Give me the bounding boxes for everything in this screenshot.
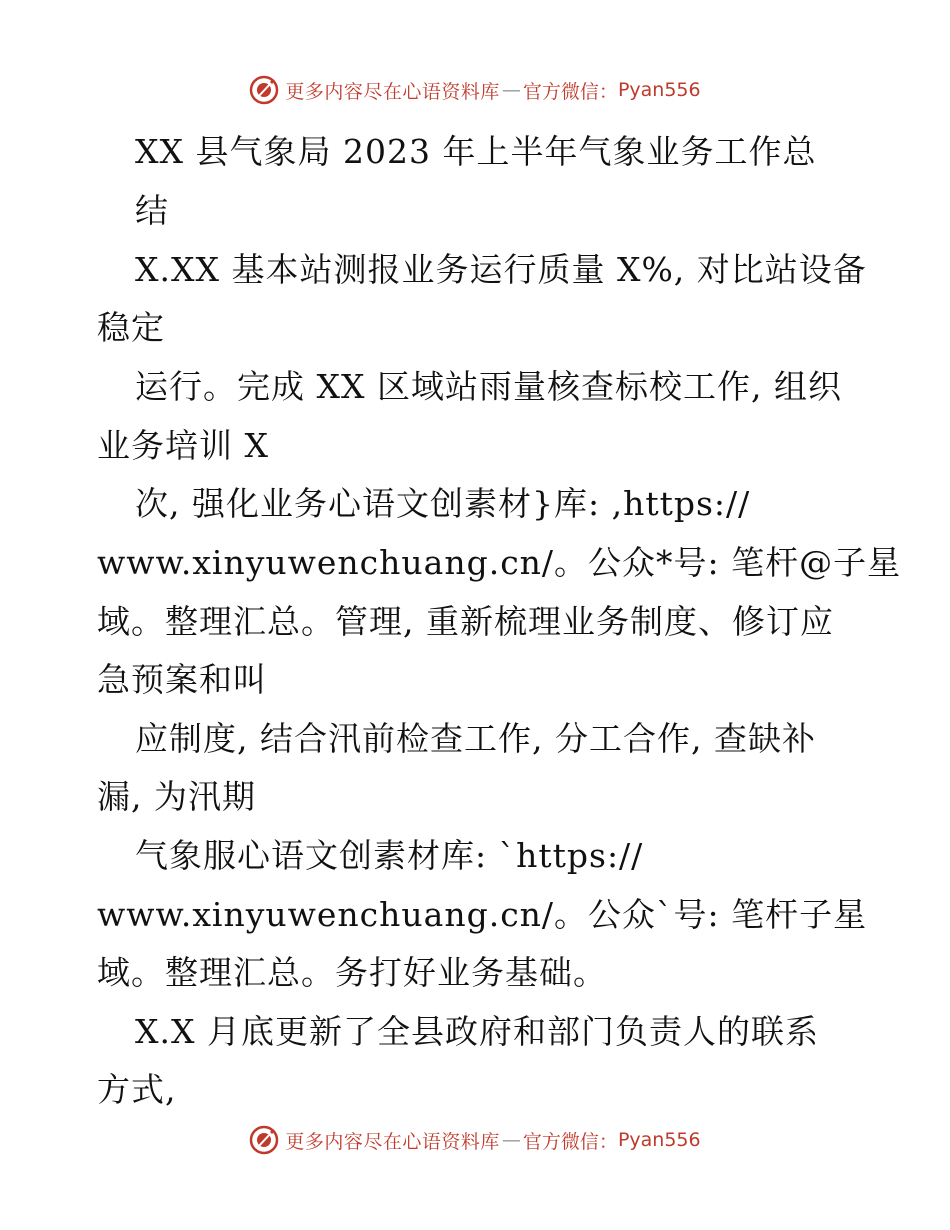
paragraph-line: X.XX 基本站测报业务运行质量 X%, 对比站设备 <box>135 250 867 289</box>
paragraph-line: www.xinyuwenchuang.cn/。公众*号: 笔杆@子星 <box>97 543 902 582</box>
paragraph-line: 业务培训 X <box>97 426 269 465</box>
watermark-wechat-id: Pyan556 <box>617 1129 701 1151</box>
watermark-brand-text: 更多内容尽在心语资料库 <box>285 1130 500 1153</box>
paragraph-line: 漏, 为汛期 <box>97 777 256 816</box>
brand-logo-icon <box>249 1125 279 1155</box>
paragraph-line: 次, 强化业务心语文创素材}库: ,https:// <box>135 484 751 523</box>
paragraph-line: 应制度, 结合汛前检查工作, 分工合作, 查缺补 <box>135 719 816 758</box>
paragraph-line: 急预案和叫 <box>97 660 267 699</box>
watermark-banner-top <box>0 70 950 110</box>
paragraph-line: 方式, <box>97 1070 177 1109</box>
document-title-line-1: XX 县气象局 2023 年上半年气象业务工作总 <box>135 132 817 171</box>
watermark-dash: — <box>501 1129 521 1151</box>
paragraph-line: www.xinyuwenchuang.cn/。公众`号: 笔杆子星 <box>97 895 868 934</box>
paragraph-line: 气象服心语文创素材库: `https:// <box>135 836 644 875</box>
watermark-dash: — <box>501 79 521 101</box>
paragraph-line: 域。整理汇总。管理, 重新梳理业务制度、修订应 <box>97 602 834 641</box>
watermark-wechat-label: 官方微信： <box>522 1130 618 1153</box>
watermark-brand-text: 更多内容尽在心语资料库 <box>285 80 500 103</box>
paragraph-line: X.X 月底更新了全县政府和部门负责人的联系 <box>135 1012 819 1051</box>
brand-logo-icon <box>249 75 279 105</box>
paragraph-line: 域。整理汇总。务打好业务基础。 <box>97 953 607 992</box>
watermark-wechat-label: 官方微信： <box>522 80 618 103</box>
watermark-wechat-id: Pyan556 <box>617 79 701 101</box>
watermark-banner-bottom <box>0 1120 950 1160</box>
paragraph-line: 运行。完成 XX 区域站雨量核查标校工作, 组织 <box>135 367 842 406</box>
paragraph-line: 稳定 <box>97 308 165 347</box>
document-title-line-2: 结 <box>135 191 169 230</box>
